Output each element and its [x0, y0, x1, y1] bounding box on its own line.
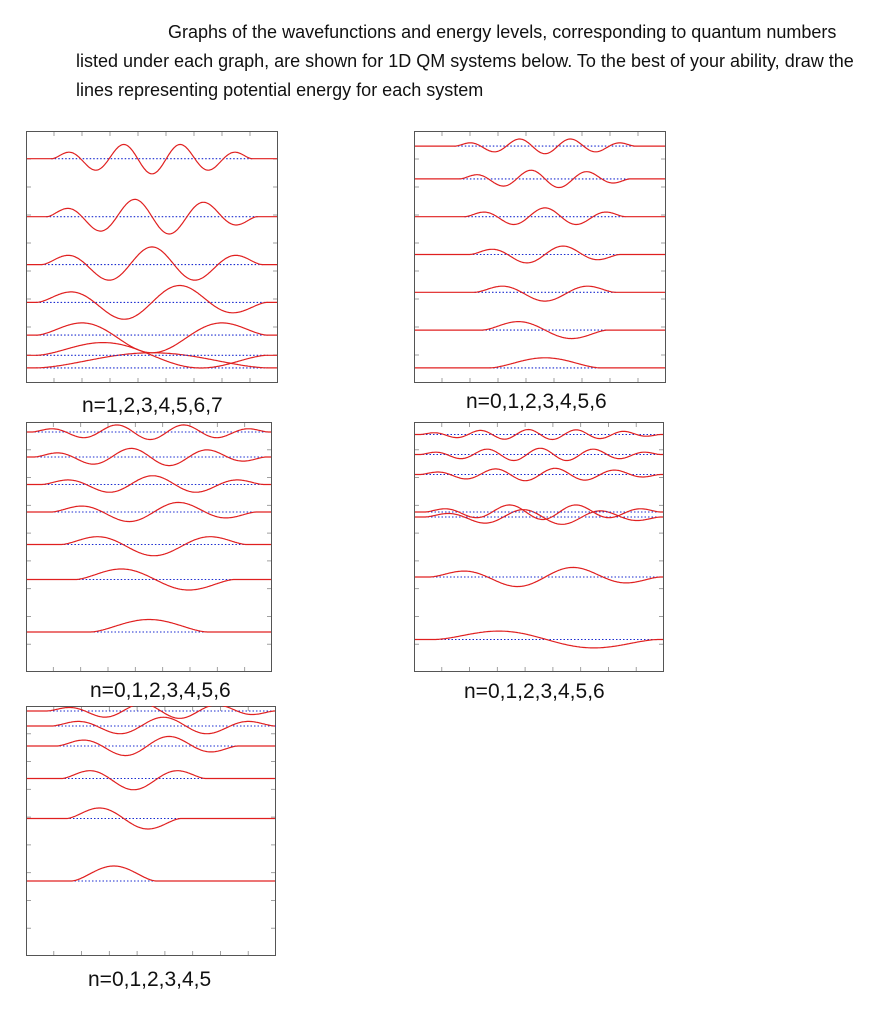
- wavefunction-n=2: [415, 286, 665, 301]
- graph-1-caption: n=1,2,3,4,5,6,7: [82, 394, 223, 417]
- wavefunction-n=0: [27, 866, 275, 881]
- wavefunction-n=2: [27, 771, 275, 790]
- wavefunction-n=5: [27, 247, 277, 280]
- wavefunction-n=1: [415, 322, 665, 339]
- wavefunction-n=7: [27, 145, 277, 174]
- wavefunction-n=3: [27, 323, 277, 353]
- wavefunction-graph-3: [26, 422, 272, 672]
- wavefunction-n=4: [415, 208, 665, 225]
- wavefunction-n=0: [27, 620, 271, 633]
- wavefunction-n=2: [27, 537, 271, 556]
- graph-2-caption: n=0,1,2,3,4,5,6: [466, 390, 607, 413]
- wavefunction-n=5: [27, 706, 275, 718]
- wavefunction-graph-5: [26, 706, 276, 956]
- graph-5-caption: n=0,1,2,3,4,5: [88, 968, 212, 991]
- wavefunction-graph-4: [414, 422, 664, 672]
- plot-frame: [27, 132, 278, 383]
- plot-frame: [415, 132, 666, 383]
- wavefunction-graph-2: [414, 131, 666, 383]
- graph-4-caption: n=0,1,2,3,4,5,6: [464, 680, 605, 703]
- instructions-text: Graphs of the wavefunctions and energy levels, corresponding to quantum numbers listed under each graph, are shown for 1D QM systems below. To the best of your ability, draw the lines representing potential energy for each system: [76, 22, 854, 100]
- wavefunction-graph-1: [26, 131, 278, 383]
- wavefunction-n=6: [415, 139, 665, 154]
- graph-3-caption: n=0,1,2,3,4,5,6: [90, 679, 231, 702]
- wavefunction-n=0: [415, 358, 665, 368]
- plot-frame: [415, 423, 664, 672]
